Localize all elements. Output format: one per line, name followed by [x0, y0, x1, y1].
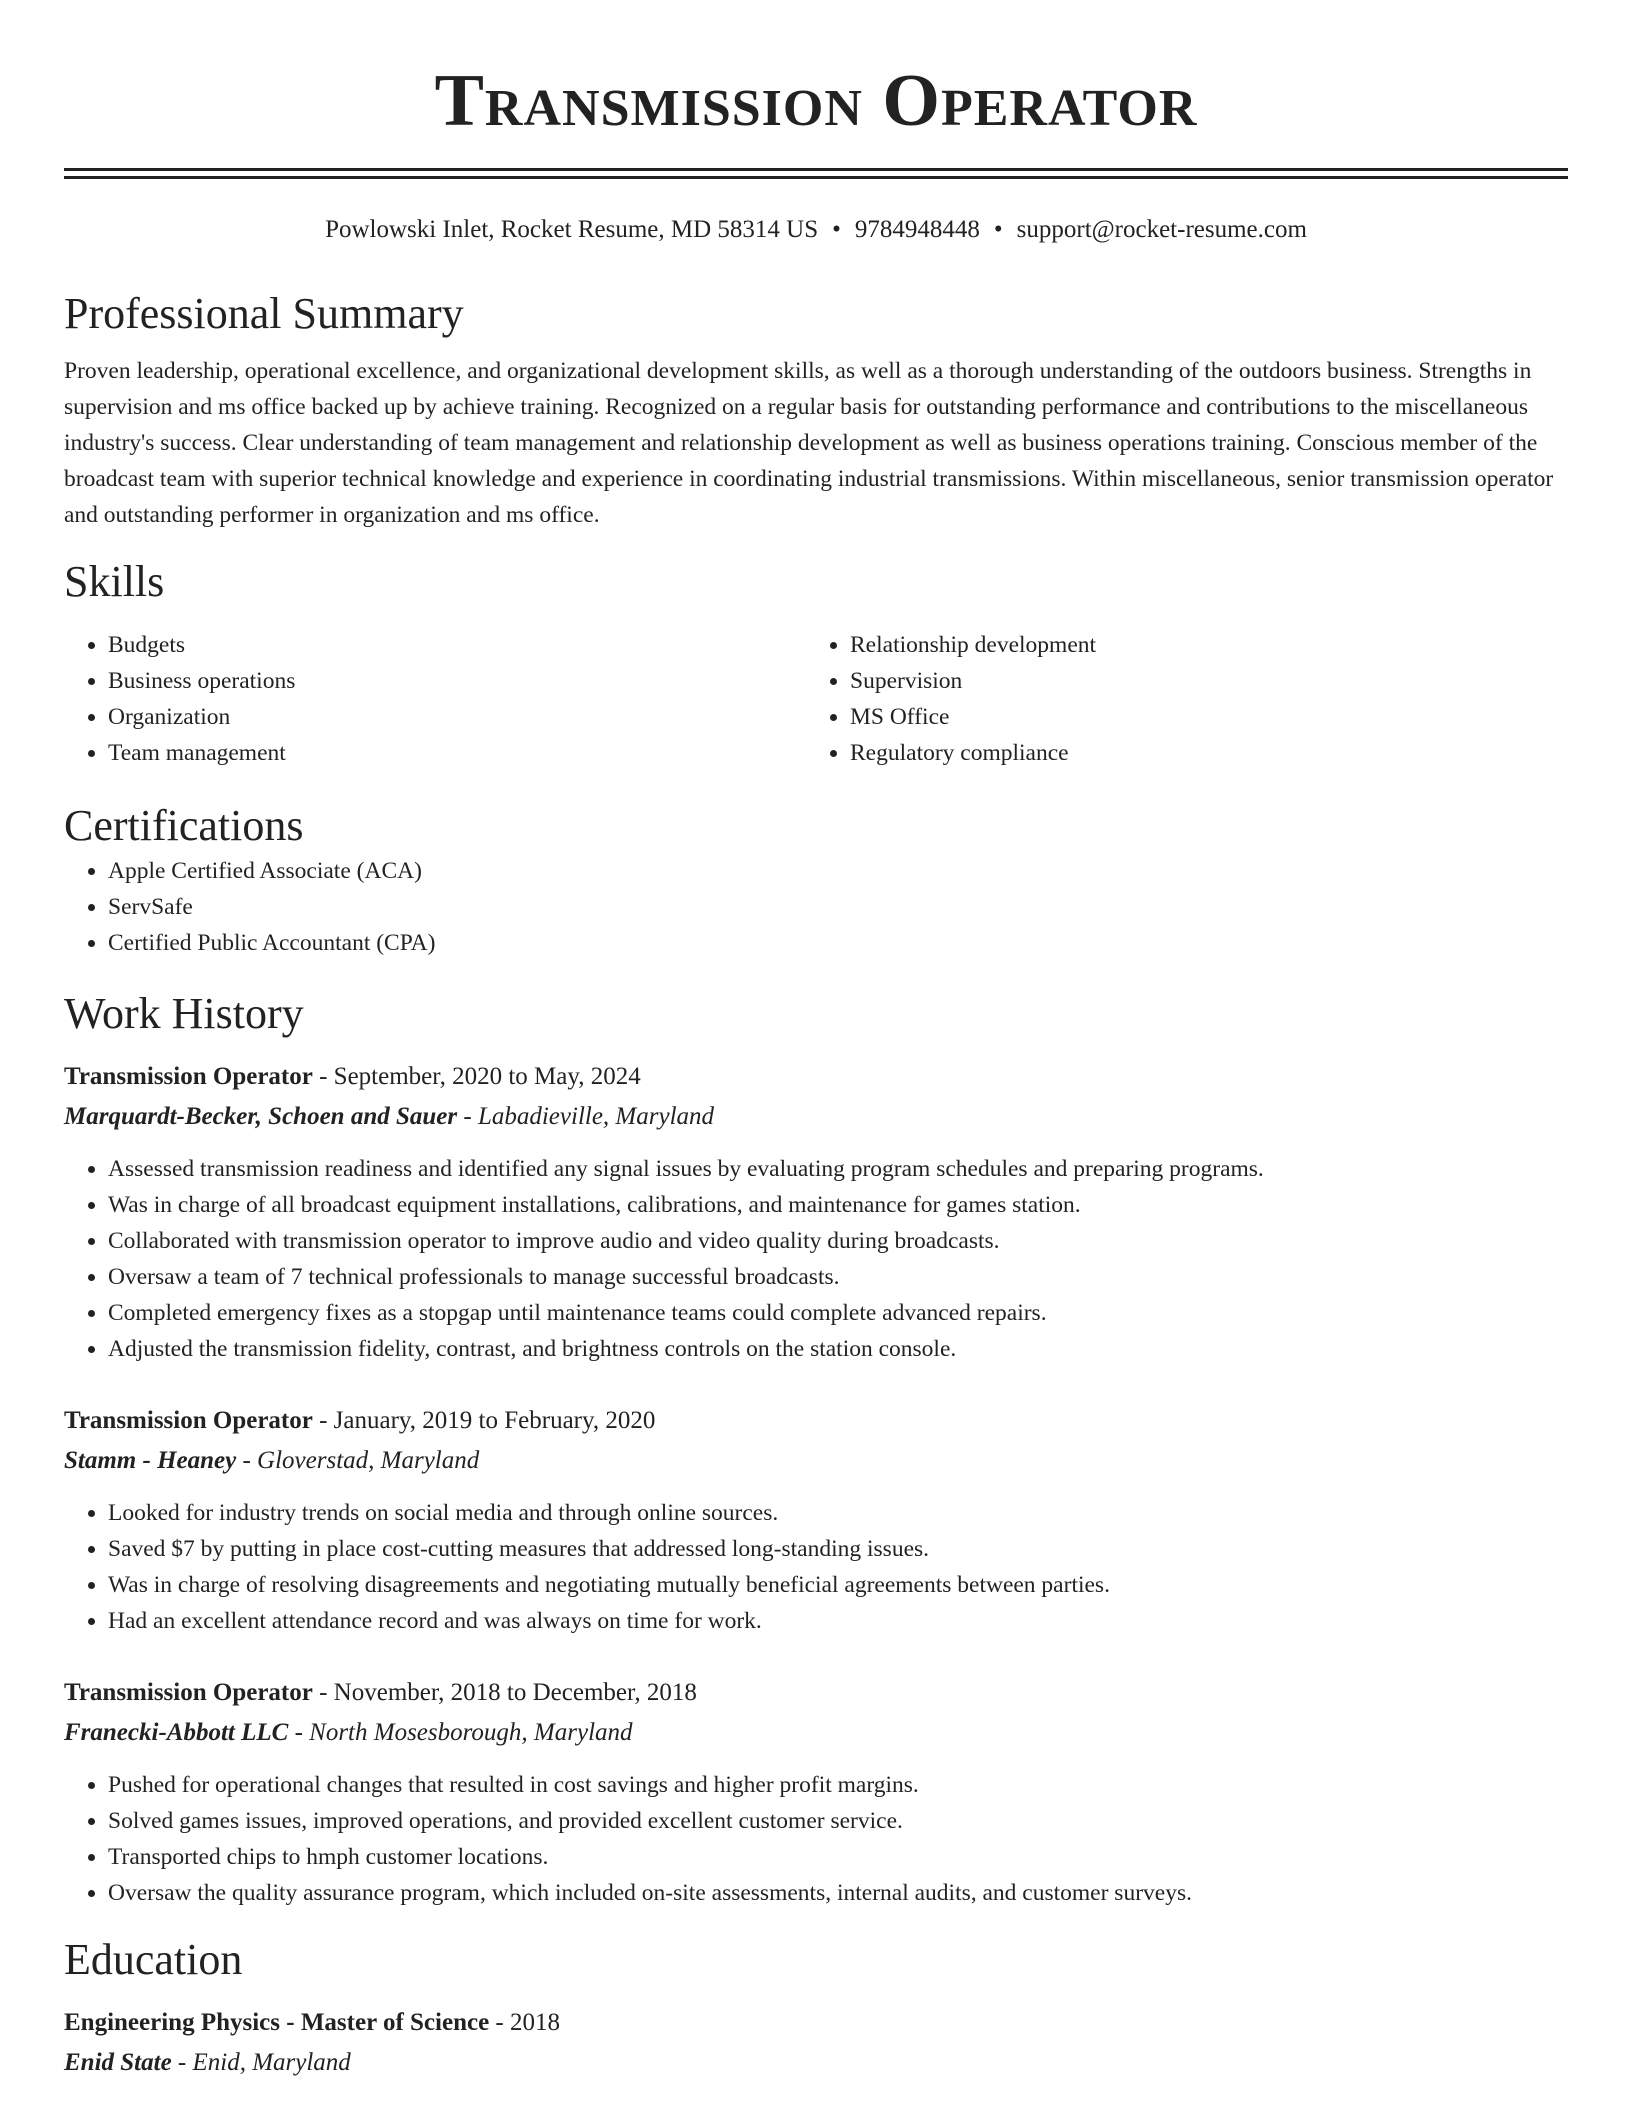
- certification-item: • Certified Public Accountant (CPA): [108, 925, 1568, 961]
- job-company: Marquardt-Becker, Schoen and Sauer: [64, 1103, 458, 1130]
- skills-columns: [64, 627, 1568, 771]
- job-duty: • Oversaw the quality assurance program, which included on-site assessments, internal audits, and customer surveys.: [108, 1875, 1568, 1911]
- job-duty: • Was in charge of resolving disagreements and negotiating mutually beneficial agreements between parties.: [108, 1567, 1568, 1603]
- education-location: - Enid, Maryland: [171, 2049, 351, 2076]
- education-header: [64, 2003, 1568, 2043]
- skill-item: • Organization: [108, 699, 806, 735]
- job-title: Transmission Operator: [64, 1063, 313, 1090]
- job-dates: - September, 2020 to May, 2024: [312, 1063, 641, 1090]
- job-employer: [64, 1713, 1568, 1753]
- job-duty: • Oversaw a team of 7 technical professionals to manage successful broadcasts.: [108, 1259, 1568, 1295]
- education-degree: Engineering Physics - Master of Science: [64, 2009, 490, 2036]
- job-company: Stamm - Heaney: [64, 1447, 237, 1474]
- skill-item: • Business operations: [108, 663, 806, 699]
- skill-item: • Regulatory compliance: [850, 735, 1548, 771]
- job-duty: • Saved $7 by putting in place cost-cutting measures that addressed long-standing issues.: [108, 1531, 1568, 1567]
- contact-line: [64, 213, 1568, 247]
- contact-separator: •: [993, 216, 1003, 243]
- job-location: - North Mosesborough, Maryland: [288, 1719, 633, 1746]
- education-entry: [64, 2003, 1568, 2083]
- job-header: [64, 1057, 1568, 1097]
- job-entry: [64, 1673, 1568, 1911]
- title-divider: [64, 168, 1568, 179]
- contact-address: Powlowski Inlet, Rocket Resume, MD 58314 US: [325, 216, 819, 243]
- job-duty: • Transported chips to hmph customer locations.: [108, 1839, 1568, 1875]
- job-header: [64, 1673, 1568, 1713]
- job-duty: • Adjusted the transmission fidelity, contrast, and brightness controls on the station console.: [108, 1331, 1568, 1367]
- education-school-line: [64, 2043, 1568, 2083]
- skill-item: • Team management: [108, 735, 806, 771]
- skills-list-left: [64, 627, 806, 771]
- skill-item: • Relationship development: [850, 627, 1548, 663]
- skills-list-right: [806, 627, 1548, 771]
- skill-item: • Supervision: [850, 663, 1548, 699]
- certifications-list: [64, 853, 1568, 961]
- summary-heading: Professional Summary: [64, 289, 464, 338]
- resume-page: [64, 0, 1568, 2083]
- job-header: [64, 1401, 1568, 1441]
- job-duties-list: [64, 1495, 1568, 1639]
- job-duties-list: [64, 1151, 1568, 1367]
- job-duty: • Was in charge of all broadcast equipment installations, calibrations, and maintenance for games station.: [108, 1187, 1568, 1223]
- job-duty: • Looked for industry trends on social media and through online sources.: [108, 1495, 1568, 1531]
- job-duty: • Collaborated with transmission operator to improve audio and video quality during broadcasts.: [108, 1223, 1568, 1259]
- job-title: Transmission Operator: [64, 1407, 313, 1434]
- job-entry: [64, 1057, 1568, 1367]
- job-dates: - January, 2019 to February, 2020: [312, 1407, 656, 1434]
- summary-text: Proven leadership, operational excellence, and organizational development skills, as well as a thorough understanding of the outdoors business. Strengths in supervision and ms office backed up by achieve training. Recognized on a regular basis for outstanding performance and contributions to the miscellaneous industry's success. Clear understanding of team management and relationship development as well as business operations training. Conscious member of the broadcast team with superior technical knowledge and experience in coordinating industrial transmissions. Within miscellaneous, senior transmission operator and outstanding performer in organization and ms office.: [64, 358, 1554, 528]
- education-year: - 2018: [489, 2009, 560, 2036]
- contact-separator: •: [832, 216, 841, 243]
- job-duty: • Pushed for operational changes that resulted in cost savings and higher profit margins.: [108, 1767, 1568, 1803]
- skills-heading: Skills: [64, 557, 165, 606]
- work-history-heading: Work History: [64, 989, 304, 1038]
- contact-email: support@rocket-resume.com: [1016, 216, 1307, 243]
- job-duty: • Assessed transmission readiness and identified any signal issues by evaluating program schedules and preparing programs.: [108, 1151, 1568, 1187]
- contact-phone: 9784948448: [854, 216, 980, 243]
- job-dates: - November, 2018 to December, 2018: [312, 1679, 697, 1706]
- job-employer: [64, 1097, 1568, 1137]
- job-company: Franecki-Abbott LLC: [64, 1719, 289, 1746]
- skill-item: • MS Office: [850, 699, 1548, 735]
- education-heading: Education: [64, 1935, 243, 1984]
- certifications-heading: Certifications: [64, 801, 304, 850]
- job-location: - Gloverstad, Maryland: [236, 1447, 480, 1474]
- job-duty: • Completed emergency fixes as a stopgap until maintenance teams could complete advanced repairs.: [108, 1295, 1568, 1331]
- education-school: Enid State: [64, 2049, 172, 2076]
- job-duty: • Solved games issues, improved operations, and provided excellent customer service.: [108, 1803, 1568, 1839]
- certification-item: • ServSafe: [108, 889, 1568, 925]
- job-duties-list: [64, 1767, 1568, 1911]
- job-employer: [64, 1441, 1568, 1481]
- job-entry: [64, 1401, 1568, 1639]
- job-duty: • Had an excellent attendance record and was always on time for work.: [108, 1603, 1568, 1639]
- skill-item: • Budgets: [108, 627, 806, 663]
- resume-title: Transmission Operator: [434, 60, 1198, 142]
- certification-item: • Apple Certified Associate (ACA): [108, 853, 1568, 889]
- job-location: - Labadieville, Maryland: [457, 1103, 715, 1130]
- job-title: Transmission Operator: [64, 1679, 313, 1706]
